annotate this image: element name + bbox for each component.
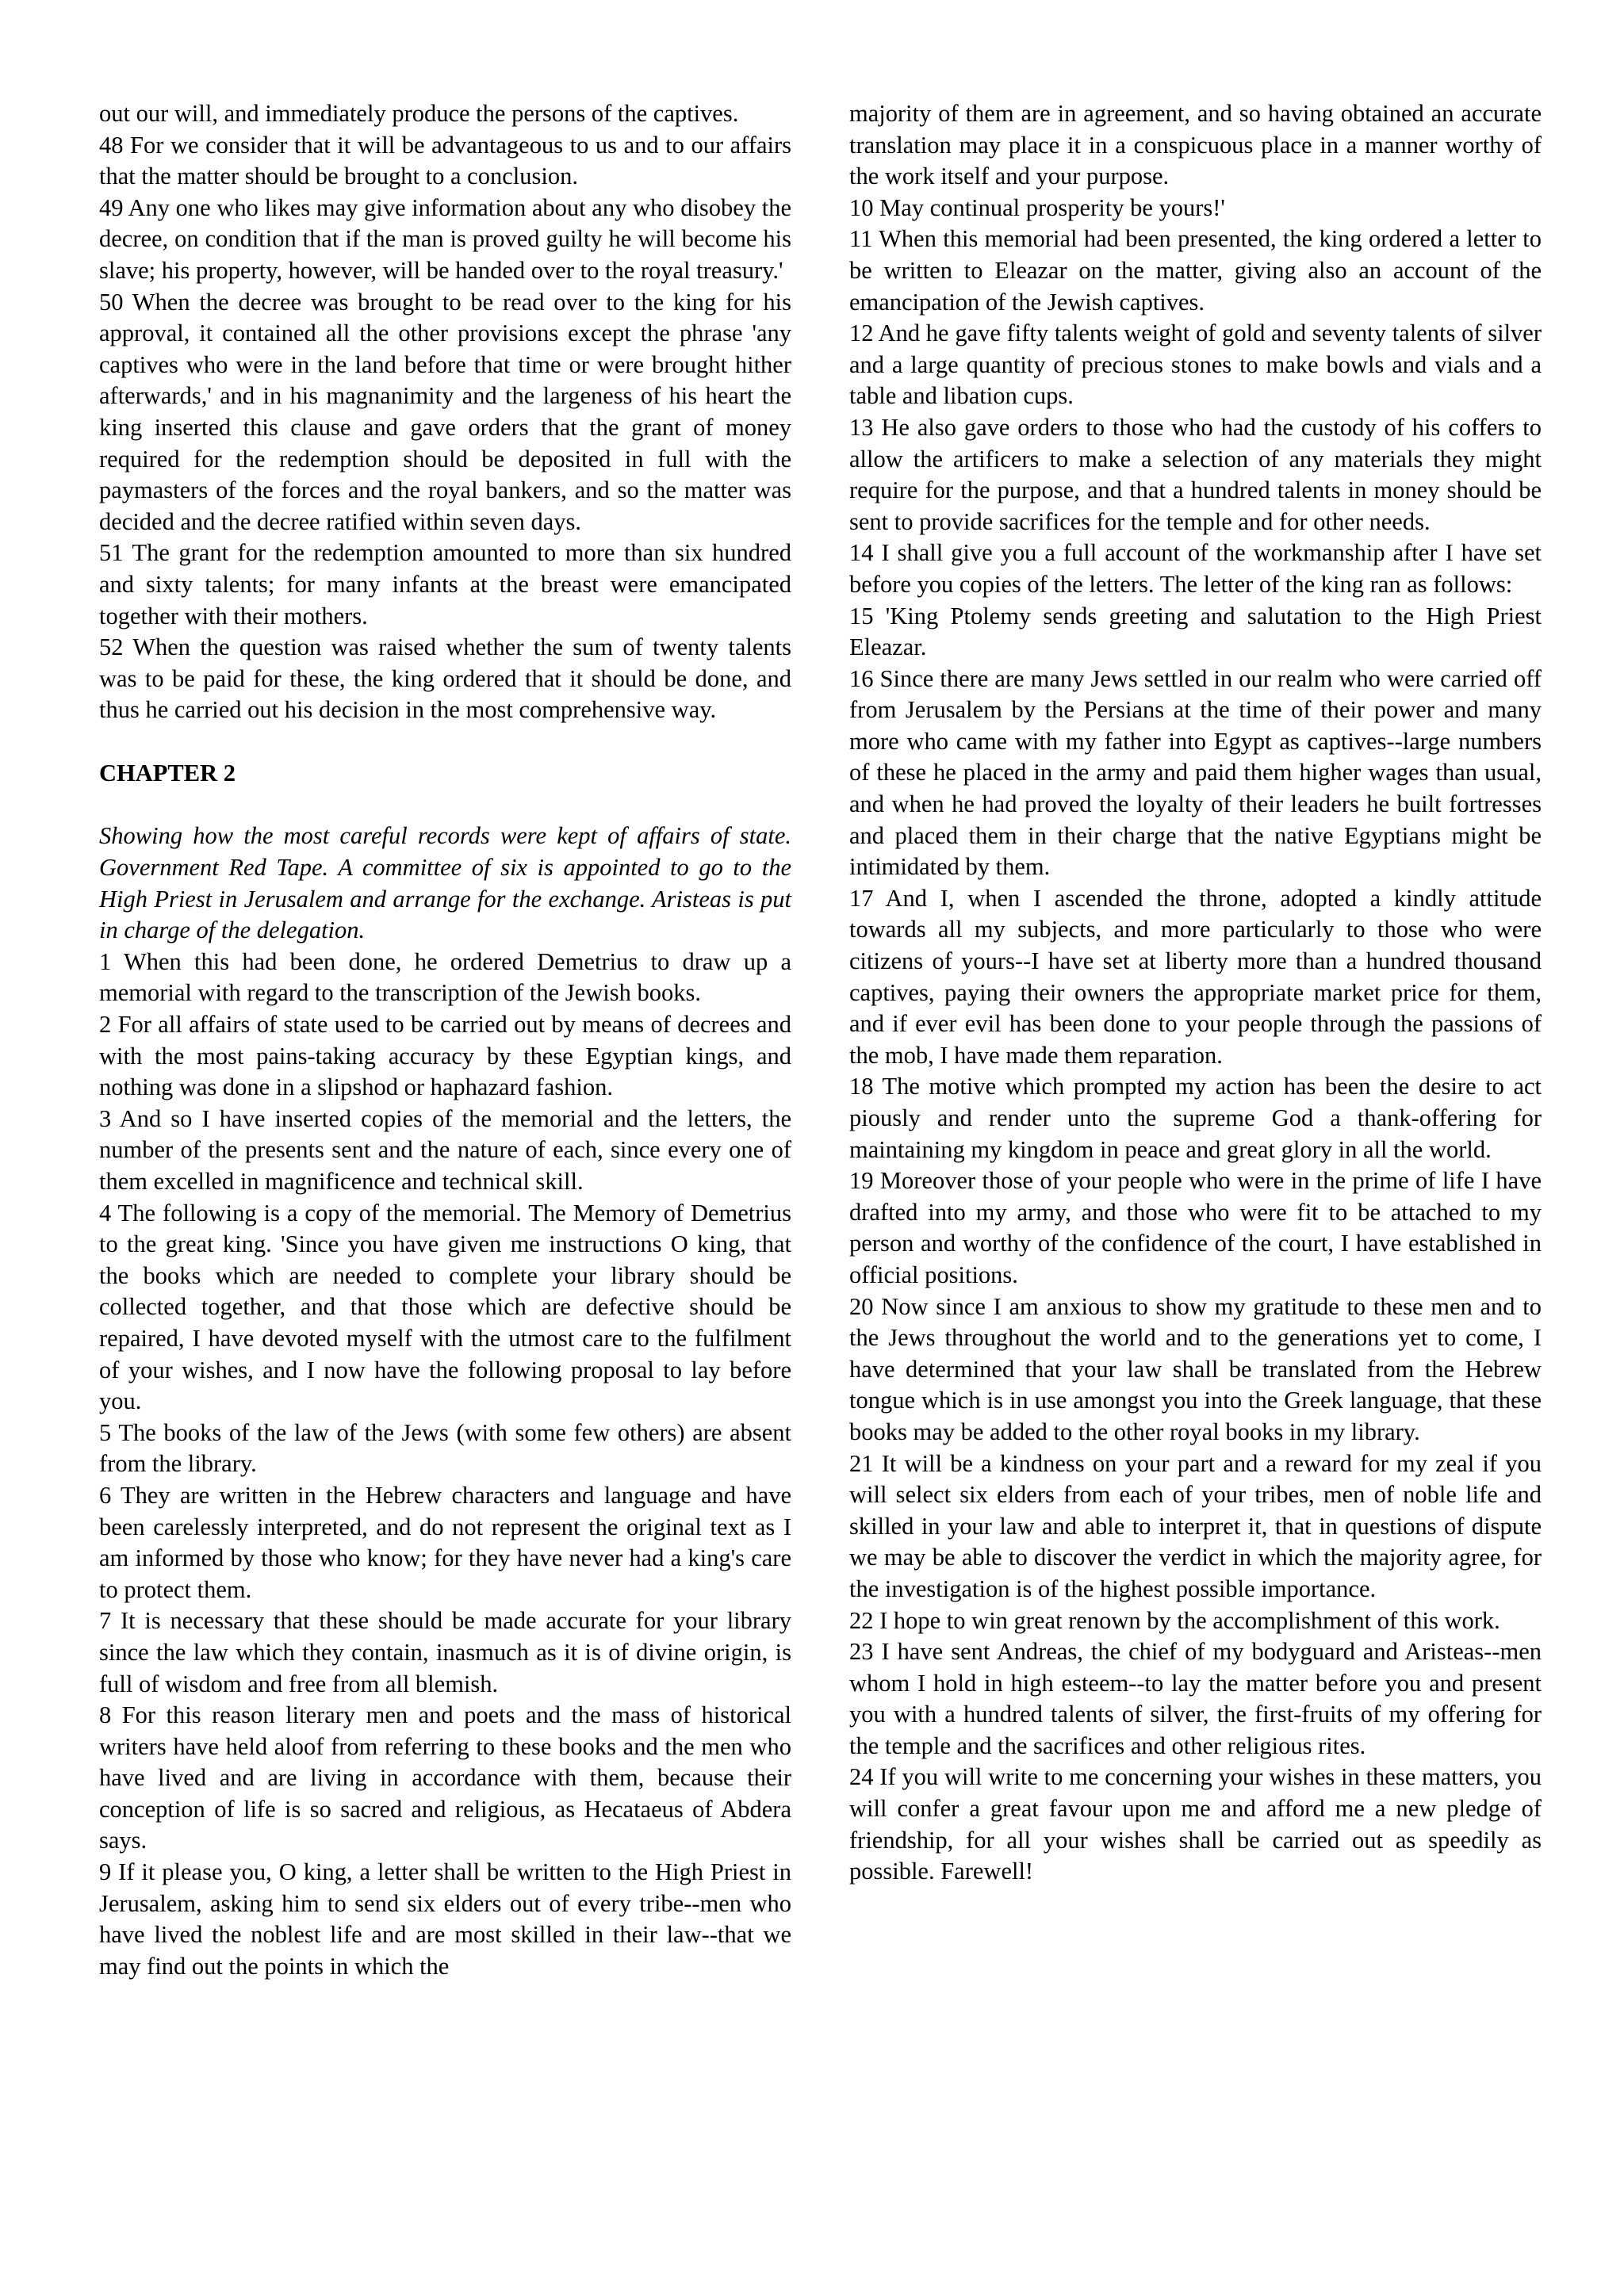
paragraph-16: 16 Since there are many Jews settled in our realm who were carried off from Jerusalem by the Persians at the time of their power and many more who came with my father into Egypt as captives--large numbers of these he placed in the army and paid them higher wages than usual, and when he had proved the loyalty of their leaders he built fortresses and placed them in their charge that the native Egyptians might be intimidated by them. — [849, 664, 1542, 881]
paragraph-8: 8 For this reason literary men and poets and the mass of historical writers have held aloof from referring to these books and the men who have lived and are living in accordance with them, because their conception of life is so sacred and religious, as Hecataeus of Abdera says. — [99, 1701, 791, 1854]
paragraph-22: 22 I hope to win great renown by the accomplishment of this work. — [849, 1606, 1500, 1634]
paragraph-10: 10 May continual prosperity be yours!' — [849, 193, 1225, 221]
paragraph-9: 9 If it please you, O king, a letter shall be written to the High Priest in Jerusalem, asking him to send six elders out of every tribe--men who have lived the noblest life and are most skilled in their law--that we may find out the points in which the — [99, 1858, 791, 1980]
paragraph-1: 1 When this had been done, he ordered Demetrius to draw up a memorial with regard to the transcription of the Jewish books. — [99, 947, 791, 1007]
paragraph-21: 21 It will be a kindness on your part and a reward for my zeal if you will select six elders from each of your tribes, men of noble life and skilled in your law and able to interpret it, that in questions of dispute we may be able to discover the verdict in which the majority agree, for the investigation is of the highest possible importance. — [849, 1449, 1542, 1602]
paragraph-48: 48 For we consider that it will be advantageous to us and to our affairs that the matter should be brought to a conclusion. — [99, 131, 791, 190]
paragraph-23: 23 I have sent Andreas, the chief of my bodyguard and Aristeas--men whom I hold in high esteem--to lay the matter before you and present you with a hundred talents of silver, the first-fruits of my offering for the temple and the sacrifices and other religious rites. — [849, 1638, 1542, 1759]
paragraph-52: 52 When the question was raised whether the sum of twenty talents was to be paid for these, the king ordered that it should be done, and thus he carried out his decision in the most comprehensive way. — [99, 633, 791, 724]
chapter-heading: CHAPTER 2 — [99, 759, 236, 786]
paragraph-7: 7 It is necessary that these should be made accurate for your library since the law which they contain, inasmuch as it is of divine origin, is full of wisdom and free from all blemish. — [99, 1607, 791, 1697]
paragraph-49: 49 Any one who likes may give information about any who disobey the decree, on condition that if the man is proved guilty he will become his slave; his property, however, will be handed over to the royal treasury.' — [99, 193, 791, 284]
paragraph-24: 24 If you will write to me concerning your wishes in these matters, you will confer a great favour upon me and afford me a new pledge of friendship, for all your wishes shall be carried out as speedily as possible. Farewell! — [849, 1763, 1542, 1885]
paragraph-6: 6 They are written in the Hebrew characters and language and have been carelessly interpreted, and do not represent the original text as I am informed by those who know; for they have never had a king's care to protect them. — [99, 1481, 791, 1603]
paragraph-4: 4 The following is a copy of the memorial. The Memory of Demetrius to the great king. 'Since you have given me instructions O king, that the books which are needed to complete your library should be collected together, and that those which are defective should be repaired, I have devoted myself with the utmost care to the fulfilment of your wishes, and I now have the following proposal to lay before you. — [99, 1199, 791, 1415]
left-text-column — [99, 98, 791, 1982]
paragraph-15: 15 'King Ptolemy sends greeting and salutation to the High Priest Eleazar. — [849, 602, 1542, 661]
paragraph-20: 20 Now since I am anxious to show my gratitude to these men and to the Jews throughout the world and to the generations yet to come, I have determined that your law shall be translated from the Hebrew tongue which is in use amongst you into the Greek language, that these books may be added to the other royal books in my library. — [849, 1292, 1542, 1445]
paragraph-51: 51 The grant for the redemption amounted to more than six hundred and sixty talents; for many infants at the breast were emancipated together with their mothers. — [99, 539, 791, 629]
paragraph-47-continuation: out our will, and immediately produce the persons of the captives. — [99, 100, 739, 127]
chapter-summary: Showing how the most careful records were kept of affairs of state. Government Red Tape. A committee of six is appointed to go to the High Priest in Jerusalem and arrange for the exchange. Aristeas is put in charge of the delegation. — [99, 822, 791, 944]
paragraph-12: 12 And he gave fifty talents weight of gold and seventy talents of silver and a large quantity of precious stones to make bowls and vials and a table and libation cups. — [849, 320, 1542, 410]
paragraph-17: 17 And I, when I ascended the throne, adopted a kindly attitude towards all my subjects, and more particularly to those who were citizens of yours--I have set at liberty more than a hundred thousand captives, paying their owners the appropriate market price for them, and if ever evil has been done to your people through the passions of the mob, I have made them reparation. — [849, 884, 1542, 1069]
paragraph-2: 2 For all affairs of state used to be carried out by means of decrees and with the most pains-taking accuracy by these Egyptian kings, and nothing was done in a slipshod or haphazard fashion. — [99, 1011, 791, 1101]
paragraph-50: 50 When the decree was brought to be read over to the king for his approval, it contained all the other provisions except the phrase 'any captives who were in the land before that time or were brought hither afterwards,' and in his magnanimity and the largeness of his heart the king inserted this clause and gave orders that the grant of money required for the redemption should be deposited in full with the paymasters of the forces and the royal bankers, and so the matter was decided and the decree ratified within seven days. — [99, 288, 791, 535]
paragraph-5: 5 The books of the law of the Jews (with some few others) are absent from the library. — [99, 1418, 791, 1478]
paragraph-19: 19 Moreover those of your people who were in the prime of life I have drafted into my army, and those who were fit to be attached to my person and worthy of the confidence of the court, I have established in official positions. — [849, 1167, 1542, 1288]
paragraph-18: 18 The motive which prompted my action has been the desire to act piously and render unto the supreme God a thank-offering for maintaining my kingdom in peace and great glory in all the world. — [849, 1073, 1542, 1163]
paragraph-14: 14 I shall give you a full account of the workmanship after I have set before you copies of the letters. The letter of the king ran as follows: — [849, 539, 1542, 598]
paragraph-13: 13 He also gave orders to those who had the custody of his coffers to allow the artificers to make a selection of any materials they might require for the purpose, and that a hundred talents in money should be sent to provide sacrifices for the temple and for other needs. — [849, 413, 1542, 535]
paragraph-3: 3 And so I have inserted copies of the memorial and the letters, the number of the presents sent and the nature of each, since every one of them excelled in magnificence and technical skill. — [99, 1104, 791, 1195]
right-text-column — [849, 98, 1542, 1888]
paragraph-9-continuation: majority of them are in agreement, and so having obtained an accurate translation may place it in a conspicuous place in a manner worthy of the work itself and your purpose. — [849, 100, 1542, 190]
paragraph-11: 11 When this memorial had been presented, the king ordered a letter to be written to Eleazar on the matter, giving also an account of the emancipation of the Jewish captives. — [849, 225, 1542, 316]
